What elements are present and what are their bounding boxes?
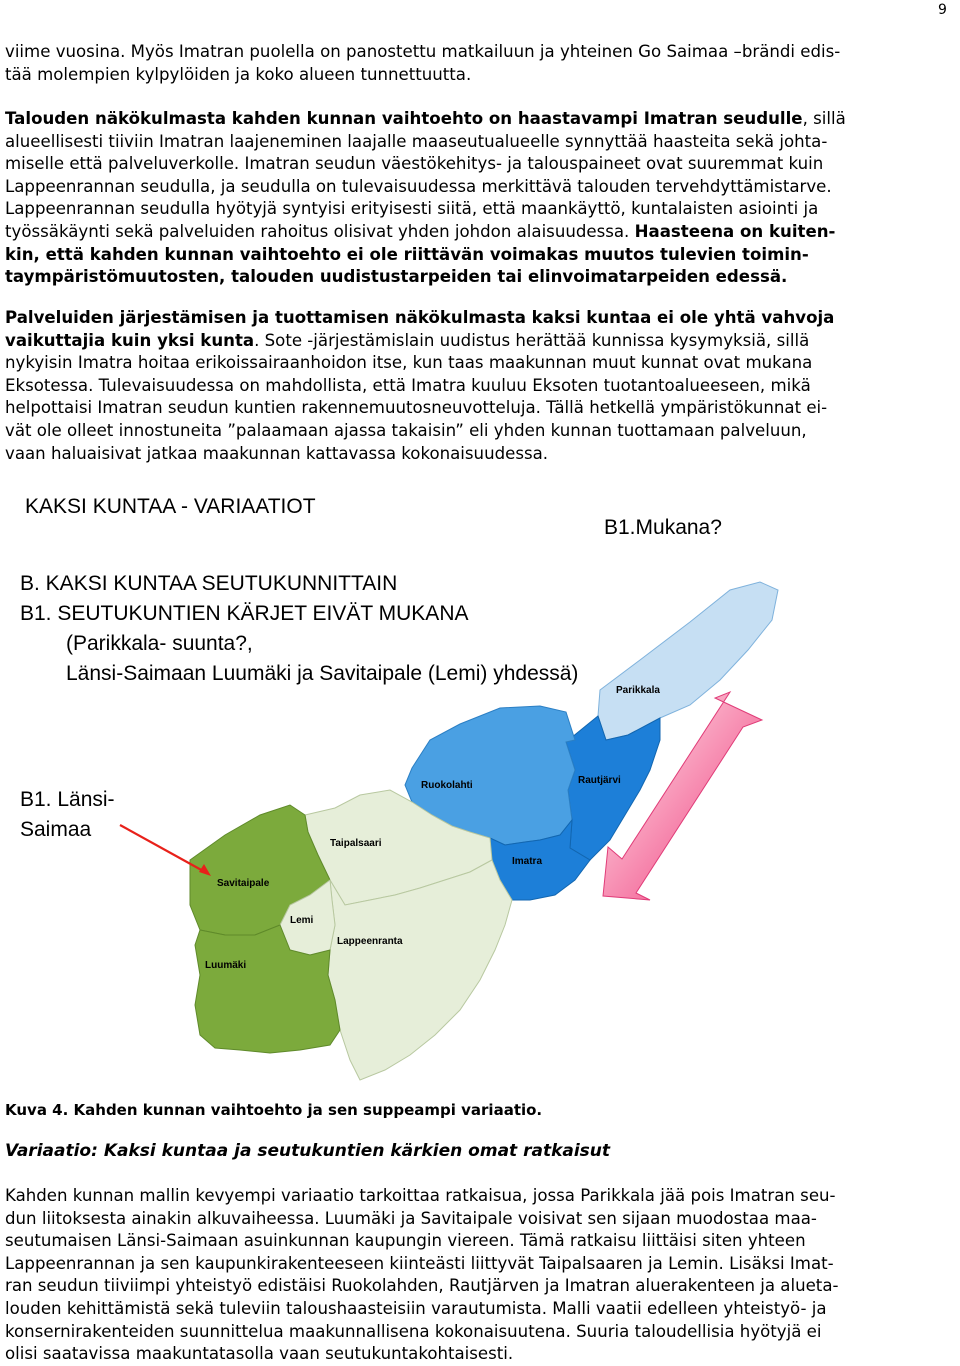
- region-map-figure: [0, 478, 960, 1098]
- paragraph-line: louden kehittämistä sekä tuleviin taloushaasteisiin varautumista. Malli vaatii edelleen yhteistyö- ja: [5, 1298, 827, 1318]
- paragraph-line: viime vuosina. Myös Imatran puolella on panostettu matkailuun ja yhteinen Go Saimaa –brändi edis-: [5, 42, 841, 61]
- paragraph-4: [5, 1185, 957, 1366]
- bold-text: Palveluiden järjestämisen ja tuottamisen näkökulmasta kaksi kuntaa ei ole yhtä vahvoja: [5, 308, 835, 327]
- paragraph-3: [5, 307, 957, 465]
- bold-text: kin, että kahden kunnan vaihtoehto ei ole riittävän voimakas muutos tulevien toimin-: [5, 244, 809, 264]
- paragraph-line: Lappeenrannan seudulla hyötyjä syntyisi erityisesti siitä, että maankäyttö, kuntalaisten asiointi ja: [5, 199, 819, 219]
- bold-text: vaikuttajia kuin yksi kunta: [5, 330, 255, 350]
- paragraph-line: miselle että palveluverkolle. Imatran seudun väestökehitys- ja talouspaineet ovat suuremmat kuin: [5, 154, 824, 174]
- label-savitaipale: Savitaipale: [217, 878, 270, 889]
- label-parikkala: Parikkala: [616, 685, 660, 696]
- label-ruokolahti: Ruokolahti: [421, 780, 473, 791]
- plain-text: työssäkäynti sekä palveluiden rahoitus olisivat yhden johdon alaisuudessa.: [5, 221, 635, 241]
- label-luumaki: Luumäki: [205, 960, 247, 971]
- paragraph-line: Kahden kunnan mallin kevyempi variaatio tarkoittaa ratkaisua, jossa Parikkala jää pois Imatran seu-: [5, 1186, 836, 1205]
- paragraph-line: konsernirakenteiden suunnittelua maakunnallisena kokonaisuutena. Suuria taloudellisia hyötyjä ei: [5, 1321, 822, 1341]
- paragraph-line: tää molempien kylpylöiden ja koko alueen tunnettuutta.: [5, 64, 472, 84]
- bold-text: Haasteena on kuiten-: [634, 221, 836, 241]
- figure-line-paren: (Parikkala- suunta?,: [66, 632, 253, 655]
- section-subheading: Variaatio: Kaksi kuntaa ja seutukuntien kärkien omat ratkaisut: [5, 1141, 611, 1161]
- label-rautjarvi: Rautjärvi: [578, 775, 621, 786]
- paragraph-line: nykyisin Imatra hoitaa erikoissairaanhoidon itse, kun taas maakunnan muut kunnat ovat mukana: [5, 353, 813, 373]
- paragraph-1: [5, 41, 957, 86]
- paragraph-line: ran seudun tiiviimpi yhteistyö edistäisi Ruokolahden, Rautjärven ja Imatran aluerakenteen ja alueta-: [5, 1276, 839, 1296]
- bold-text: Talouden näkökulmasta kahden kunnan vaihtoehto on haastavampi Imatran seudulle: [5, 109, 803, 128]
- paragraph-line: Lappeenrannan ja sen kaupunkirakenteeseen kiinteästi liittyvät Taipalsaaren ja Lemin. Lisäksi Imat-: [5, 1253, 834, 1273]
- figure-question: B1.Mukana?: [604, 516, 722, 539]
- paragraph-2: [5, 108, 957, 289]
- paragraph-line: [5, 266, 957, 289]
- paragraph-line: Lappeenrannan seudulla, ja seudulla on tulevaisuudessa merkittävä talouden tervehdyttämistarve.: [5, 176, 832, 196]
- imatra-arrow-label: IMATRA: [767, 804, 864, 941]
- label-taipalsaari: Taipalsaari: [330, 838, 382, 849]
- paragraph-line: helpottaisi Imatran seudun kuntien rakennemuutosneuvotteluja. Tällä hetkellä ympäristökunnat ei-: [5, 398, 828, 418]
- label-imatra: Imatra: [512, 856, 543, 867]
- bold-text: taympäristömuutosten, talouden uudistustarpeiden tai elinvoimatarpeiden edessä.: [5, 267, 788, 287]
- paragraph-line: vät ole olleet innostuneita ”palaamaan ajassa takaisin” eli yhden kunnan tuottamaan palveluun,: [5, 420, 807, 440]
- paragraph-line: alueellisesti tiiviin Imatran laajeneminen laajalle maaseutualueelle synnyttää haasteita sekä johta-: [5, 131, 828, 151]
- paragraph-line: [5, 330, 957, 353]
- paragraph-line: seutumaisen Länsi-Saimaan asuinkunnan kaupungin viereen. Tämä ratkaisu liittäisi siten yhteen: [5, 1231, 806, 1251]
- label-lemi: Lemi: [290, 915, 314, 926]
- paragraph-line: [5, 108, 957, 131]
- label-lappeenranta: Lappeenranta: [337, 936, 403, 947]
- figure-label-b1-line2: Saimaa: [20, 818, 92, 841]
- plain-text: . Sote -järjestämislain uudistus herättää kunnissa kysymyksiä, sillä: [254, 330, 810, 350]
- paragraph-line: dun liitoksesta ainakin alkuvaiheessa. Luumäki ja Savitaipale voisivat sen sijaan muodostaa maa-: [5, 1208, 817, 1228]
- paragraph-line: Eksotessa. Tulevaisuudessa on mahdollista, että Imatra kuuluu Eksoten tuotantoalueeseen, mikä: [5, 375, 811, 395]
- paragraph-line: vaan haluaisivat jatkaa maakunnan kattavassa kokonaisuudessa.: [5, 443, 549, 463]
- figure-title: KAKSI KUNTAA - VARIAATIOT: [25, 495, 316, 518]
- figure-label-b1-line1: B1. Länsi-: [20, 788, 115, 811]
- figure-line-b: B. KAKSI KUNTAA SEUTUKUNNITTAIN: [20, 572, 398, 595]
- paragraph-line: [5, 244, 957, 267]
- pointer-arrow-line: [120, 825, 205, 872]
- figure-line-lansi: Länsi-Saimaan Luumäki ja Savitaipale (Lemi) yhdessä): [66, 662, 579, 685]
- paragraph-line: [5, 221, 957, 244]
- paragraph-line: olisi saatavissa maakuntatasolla vaan seutukuntakohtaisesti.: [5, 1344, 514, 1364]
- paragraph-line: [5, 307, 957, 330]
- figure-line-b1: B1. SEUTUKUNTIEN KÄRJET EIVÄT MUKANA: [20, 602, 469, 625]
- page-number: 9: [938, 2, 947, 18]
- figure-caption: Kuva 4. Kahden kunnan vaihtoehto ja sen suppeampi variaatio.: [5, 1101, 543, 1119]
- plain-text: , sillä: [802, 109, 846, 128]
